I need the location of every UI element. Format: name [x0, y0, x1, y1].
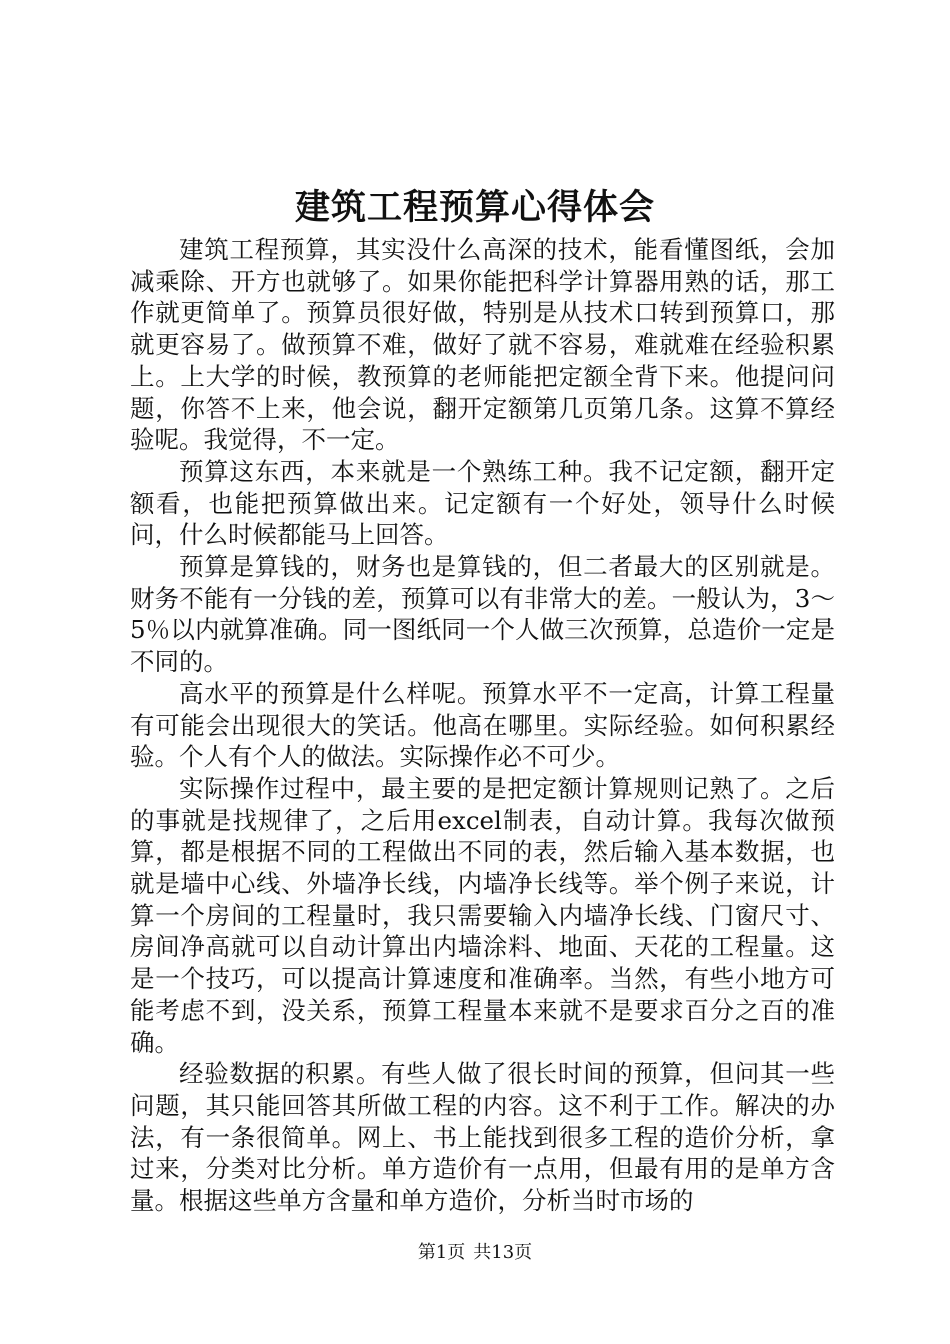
paragraph: 建筑工程预算，其实没什么高深的技术，能看懂图纸，会加减乘除、开方也就够了。如果你能把科学计算器用熟的话，那工作就更简单了。预算员很好做，特别是从技术口转到预算口，那就更容易了。做预算不难，做好了就不容易，难就难在经验积累上。上大学的时候，教预算的老师能把定额全背下来。他提问问题，你答不上来，他会说，翻开定额第几页第几条。这算不算经验呢。我觉得，不一定。	[130, 235, 835, 455]
paragraph: 预算是算钱的，财务也是算钱的，但二者最大的区别就是。财务不能有一分钱的差，预算可以有非常大的差。一般认为，3～5％以内就算准确。同一图纸同一个人做三次预算，总造价一定是不同的。	[130, 552, 835, 677]
paragraph: 实际操作过程中，最主要的是把定额计算规则记熟了。之后的事就是找规律了，之后用excel制表，自动计算。我每次做预算，都是根据不同的工程做出不同的表，然后输入基本数据，也就是墙中心线、外墙净长线，内墙净长线等。举个例子来说，计算一个房间的工程量时，我只需要输入内墙净长线、门窗尺寸、房间净高就可以自动计算出内墙涂料、地面、天花的工程量。这是一个技巧，可以提高计算速度和准确率。当然，有些小地方可能考虑不到，没关系，预算工程量本来就不是要求百分之百的准确。	[130, 773, 835, 1057]
paragraph: 经验数据的积累。有些人做了很长时间的预算，但问其一些问题，其只能回答其所做工程的内容。这不利于工作。解决的办法，有一条很简单。网上、书上能找到很多工程的造价分析，拿过来，分类对比分析。单方造价有一点用，但最有用的是单方含量。根据这些单方含量和单方造价，分析当时市场的	[130, 1059, 835, 1216]
document-body	[130, 234, 835, 1217]
paragraph: 预算这东西，本来就是一个熟练工种。我不记定额，翻开定额看，也能把预算做出来。记定额有一个好处，领导什么时候问，什么时候都能马上回答。	[130, 456, 835, 550]
page-footer	[0, 1240, 950, 1266]
document-title: 建筑工程预算心得体会	[294, 187, 655, 228]
paragraph: 高水平的预算是什么样呢。预算水平不一定高，计算工程量有可能会出现很大的笑话。他高在哪里。实际经验。如何积累经验。个人有个人的做法。实际操作必不可少。	[130, 678, 835, 772]
page-total: 共13页	[473, 1242, 533, 1263]
page-number: 第1页	[417, 1242, 466, 1263]
